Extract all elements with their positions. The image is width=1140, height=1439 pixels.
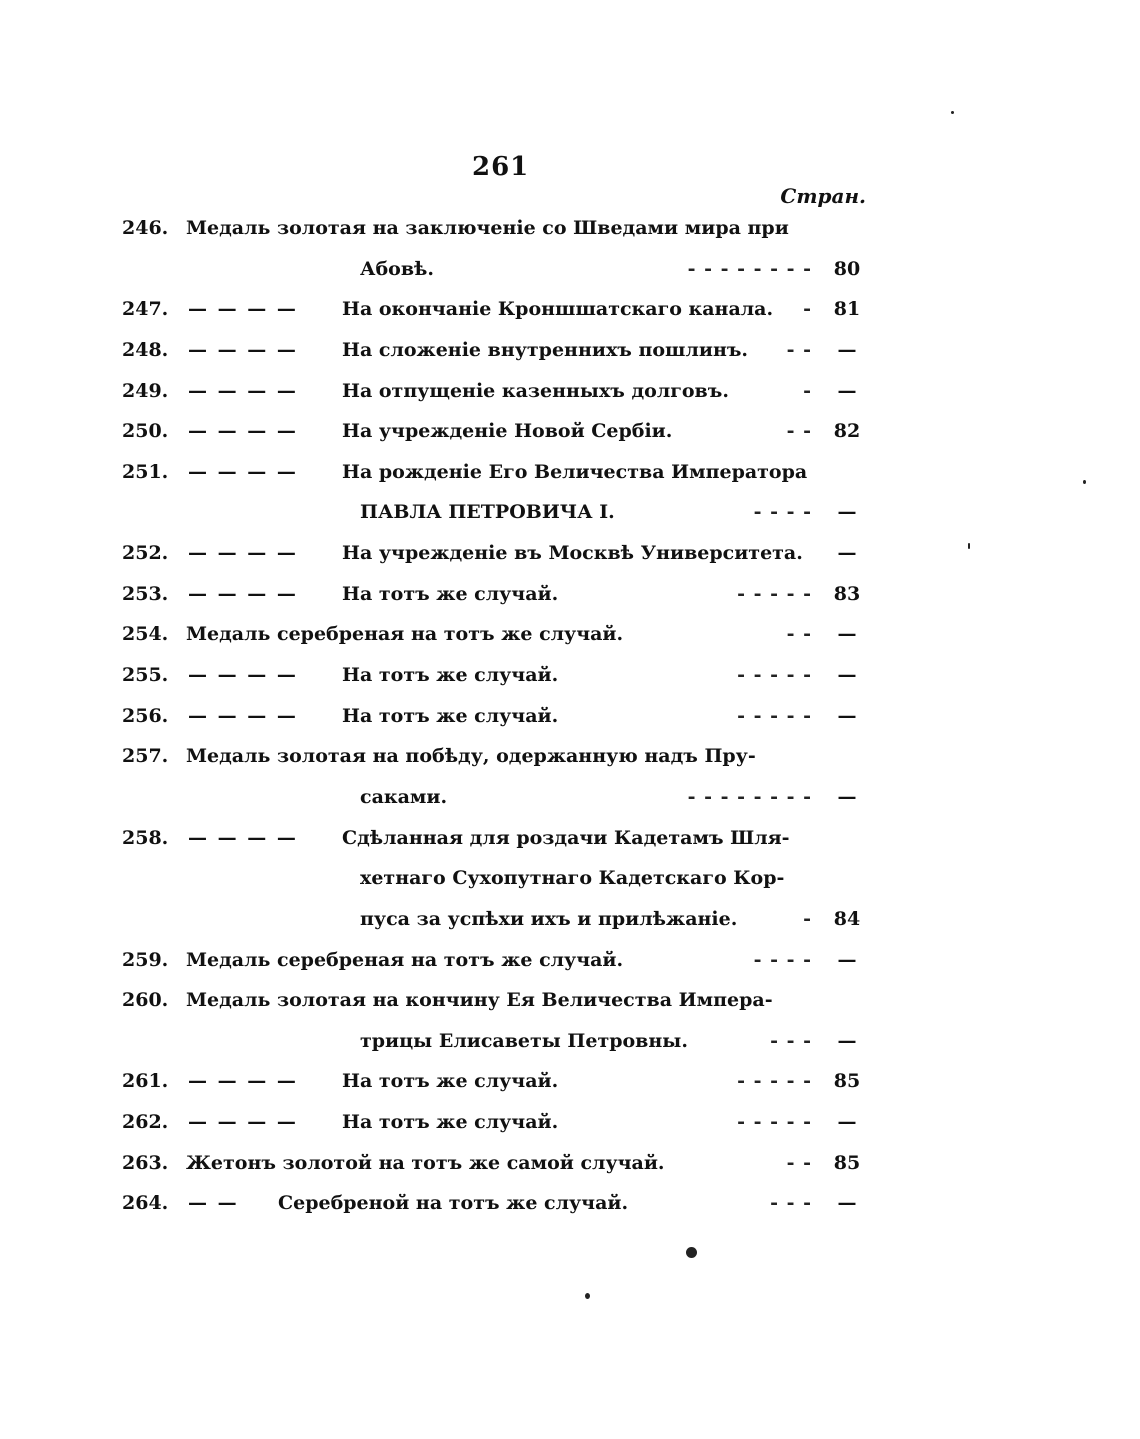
leader-dots: - - - - - - - -: [687, 785, 812, 808]
entry-number: 262.: [122, 1111, 169, 1134]
entry-number: 259.: [122, 948, 169, 971]
leader-dots: - - - - -: [737, 1070, 812, 1093]
leader-dots: - - -: [770, 1029, 812, 1052]
leader-dots: - - -: [770, 1192, 812, 1215]
ditto-dashes: — — — —: [188, 542, 298, 565]
entry-page-number: —: [837, 623, 857, 646]
entry-title: пуса за успѣхи ихъ и прилѣжаніе.: [360, 907, 738, 930]
entry-title: На рожденіе Его Величества Императора: [342, 460, 808, 483]
leader-dots: - - - - -: [737, 1111, 812, 1134]
entry-title: На учрежденіе Новой Сербіи.: [342, 420, 673, 443]
entry-page-number: —: [837, 379, 857, 402]
toc-entry: [122, 736, 870, 777]
entry-number: 248.: [122, 338, 169, 361]
entry-page-number: —: [837, 1029, 857, 1052]
toc-entry: [122, 1143, 870, 1184]
entry-title: Медаль золотая на заключеніе со Шведами мира при: [186, 217, 789, 239]
entry-page-number: —: [837, 785, 857, 808]
toc-entry: [122, 208, 870, 249]
ditto-dashes: — — — —: [188, 1070, 298, 1093]
entry-title: На учрежденіе въ Москвѣ Университета.: [342, 542, 803, 565]
toc-entry: [122, 330, 870, 371]
entry-number: 250.: [122, 420, 169, 443]
entry-title: На тотъ же случай.: [342, 704, 559, 727]
entry-number: 246.: [122, 217, 169, 239]
entry-number: 264.: [122, 1192, 169, 1215]
entry-page-number: —: [837, 1192, 857, 1215]
toc-entry-continuation: [122, 777, 870, 818]
entry-title: Абовѣ.: [360, 257, 434, 280]
entry-page-number: —: [837, 664, 857, 687]
entry-number: 252.: [122, 542, 169, 565]
toc-entry: [122, 574, 870, 615]
leader-dots: -: [803, 379, 812, 402]
ink-speck: [968, 543, 970, 549]
toc-entry: [122, 533, 870, 574]
entry-title: трицы Елисаветы Петровны.: [360, 1029, 688, 1052]
ditto-dashes: — — — —: [188, 298, 298, 321]
entry-number: 251.: [122, 460, 169, 483]
entry-title: На тотъ же случай.: [342, 582, 559, 605]
entry-title: Медаль серебреная на тотъ же случай.: [186, 623, 624, 646]
entry-title: Серебреной на тотъ же случай.: [278, 1192, 629, 1215]
entry-page-number: 85: [833, 1070, 861, 1093]
entry-title: Медаль серебреная на тотъ же случай.: [186, 948, 624, 971]
entry-number: 263.: [122, 1151, 169, 1174]
toc-entry: [122, 289, 870, 330]
entry-page-number: —: [837, 501, 857, 524]
toc-entry: [122, 1102, 870, 1143]
ditto-dashes: — — — —: [188, 826, 298, 849]
table-of-contents: [122, 208, 870, 1224]
toc-entry: [122, 1183, 870, 1224]
entry-page-number: 83: [833, 582, 861, 605]
entry-number: 247.: [122, 298, 169, 321]
toc-entry: [122, 940, 870, 981]
leader-dots: - - - - -: [737, 704, 812, 727]
entry-number: 249.: [122, 379, 169, 402]
entry-number: 257.: [122, 745, 169, 768]
entry-title: саками.: [360, 785, 448, 808]
entry-title: ПАВЛА ПЕТРОВИЧА I.: [360, 501, 615, 524]
toc-entry: [122, 655, 870, 696]
leader-dots: - - - - -: [737, 664, 812, 687]
entry-number: 256.: [122, 704, 169, 727]
entry-title: На тотъ же случай.: [342, 1111, 559, 1134]
entry-page-number: 84: [833, 907, 861, 930]
toc-entry: [122, 452, 870, 493]
entry-title: На отпущеніе казенныхъ долговъ.: [342, 379, 729, 402]
leader-dots: - - - -: [753, 501, 812, 524]
entry-number: 254.: [122, 623, 169, 646]
page-column-heading: Стран.: [780, 184, 866, 208]
entry-title: Медаль золотая на побѣду, одержанную надъ Пру-: [186, 745, 756, 768]
leader-dots: - -: [786, 623, 812, 646]
leader-dots: - -: [786, 1151, 812, 1174]
ditto-dashes: — —: [188, 1192, 239, 1215]
toc-entry: [122, 818, 870, 859]
ditto-dashes: — — — —: [188, 338, 298, 361]
page-number: 261: [472, 152, 530, 182]
toc-entry-continuation: [122, 899, 870, 940]
entry-number: 260.: [122, 989, 169, 1012]
entry-page-number: 81: [833, 298, 861, 321]
toc-entry: [122, 411, 870, 452]
ditto-dashes: — — — —: [188, 664, 298, 687]
toc-entry: [122, 1061, 870, 1102]
entry-title: хетнаго Сухопутнаго Кадетскаго Кор-: [360, 867, 785, 890]
entry-title: На тотъ же случай.: [342, 1070, 559, 1093]
entry-number: 258.: [122, 826, 169, 849]
entry-title: На окончаніе Кроншшатскаго канала.: [342, 298, 774, 321]
ink-speck: [951, 111, 954, 114]
ditto-dashes: — — — —: [188, 704, 298, 727]
entry-title: Сдѣланная для роздачи Кадетамъ Шля-: [342, 826, 790, 849]
entry-page-number: —: [837, 1111, 857, 1134]
entry-page-number: 82: [833, 420, 861, 443]
entry-page-number: 85: [833, 1151, 861, 1174]
toc-entry-continuation: [122, 249, 870, 290]
leader-dots: - -: [786, 338, 812, 361]
leader-dots: - - - - - - - -: [687, 257, 812, 280]
ditto-dashes: — — — —: [188, 1111, 298, 1134]
entry-page-number: —: [837, 704, 857, 727]
leader-dots: - - - -: [753, 948, 812, 971]
entry-title: На сложеніе внутреннихъ пошлинъ.: [342, 338, 749, 361]
ditto-dashes: — — — —: [188, 379, 298, 402]
ditto-dashes: — — — —: [188, 582, 298, 605]
entry-number: 253.: [122, 582, 169, 605]
toc-entry-continuation: [122, 858, 870, 899]
entry-title: На тотъ же случай.: [342, 664, 559, 687]
toc-entry-continuation: [122, 492, 870, 533]
toc-entry: [122, 371, 870, 412]
ditto-dashes: — — — —: [188, 460, 298, 483]
entry-page-number: —: [837, 338, 857, 361]
leader-dots: - -: [786, 420, 812, 443]
entry-number: 255.: [122, 664, 169, 687]
entry-number: 261.: [122, 1070, 169, 1093]
entry-page-number: 80: [833, 257, 861, 280]
toc-entry: [122, 696, 870, 737]
toc-entry-continuation: [122, 1021, 870, 1062]
ink-speck: [585, 1293, 590, 1299]
leader-dots: -: [803, 298, 812, 321]
toc-entry: [122, 614, 870, 655]
ink-speck: [1083, 480, 1086, 484]
entry-page-number: —: [837, 542, 857, 565]
entry-page-number: —: [837, 948, 857, 971]
ornament-dot: [686, 1247, 697, 1258]
toc-entry: [122, 980, 870, 1021]
entry-title: Жетонъ золотой на тотъ же самой случай.: [186, 1151, 665, 1174]
ditto-dashes: — — — —: [188, 420, 298, 443]
leader-dots: - - - - -: [737, 582, 812, 605]
entry-title: Медаль золотая на кончину Ея Величества Импера-: [186, 989, 773, 1012]
leader-dots: -: [803, 907, 812, 930]
